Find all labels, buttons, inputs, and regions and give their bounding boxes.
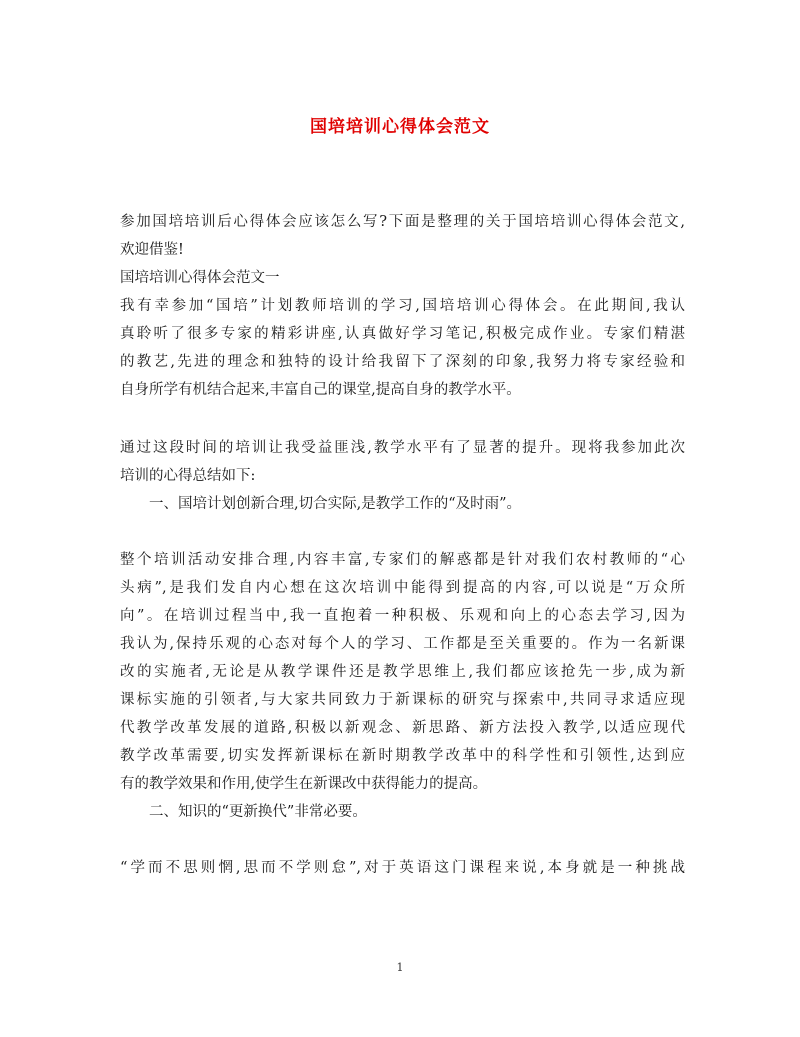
paragraph-line: 通过这段时间的培训让我受益匪浅,教学水平有了显著的提升。现将我参加此次	[120, 440, 685, 456]
paragraph-line: 真聆听了很多专家的精彩讲座,认真做好学习笔记,积极完成作业。专家们精湛	[120, 326, 685, 342]
document-title: 国培培训心得体会范文	[310, 117, 490, 137]
paragraph-line: 代教学改革发展的道路,积极以新观念、新思路、新方法投入教学,以适应现代	[120, 720, 685, 736]
paragraph-line: 培训的心得总结如下:	[120, 468, 256, 484]
paragraph-line: 参加国培培训后心得体会应该怎么写?下面是整理的关于国培培训心得体会范文,	[120, 214, 685, 230]
paragraph-line: 向”。在培训过程当中,我一直抱着一种积极、乐观和向上的心态去学习,因为	[120, 608, 685, 624]
paragraph-line: 有的教学效果和作用,使学生在新课改中获得能力的提高。	[120, 776, 488, 792]
paragraph-line: 自身所学有机结合起来,丰富自己的课堂,提高自身的教学水平。	[120, 382, 521, 398]
subheading-two: 二、知识的“更新换代”非常必要。	[149, 804, 367, 820]
paragraph-line: 教学改革需要,切实发挥新课标在新时期教学改革中的科学性和引领性,达到应	[120, 748, 685, 764]
paragraph-line: 欢迎借鉴!	[120, 242, 184, 258]
paragraph-line: 头病”,是我们发自内心想在这次培训中能得到提高的内容,可以说是“万众所	[120, 580, 685, 596]
page-number: 1	[396, 961, 404, 974]
paragraph-line: 整个培训活动安排合理,内容丰富,专家们的解惑都是针对我们农村教师的“心	[120, 552, 685, 568]
subheading-one: 一、国培计划创新合理,切合实际,是教学工作的“及时雨”。	[149, 496, 522, 512]
paragraph-line: 的教艺,先进的理念和独特的设计给我留下了深刻的印象,我努力将专家经验和	[120, 354, 685, 370]
paragraph-line: “学而不思则惘,思而不学则怠”,对于英语这门课程来说,本身就是一种挑战	[120, 860, 685, 876]
paragraph-line: 我有幸参加“国培”计划教师培训的学习,国培培训心得体会。在此期间,我认	[120, 298, 685, 314]
paragraph-line: 我认为,保持乐观的心态对每个人的学习、工作都是至关重要的。作为一名新课	[120, 636, 685, 652]
paragraph-line: 课标实施的引领者,与大家共同致力于新课标的研究与探索中,共同寻求适应现	[120, 692, 685, 708]
paragraph-line: 改的实施者,无论是从教学课件还是教学思维上,我们都应该抢先一步,成为新	[120, 664, 685, 680]
section-heading: 国培培训心得体会范文一	[120, 270, 280, 286]
